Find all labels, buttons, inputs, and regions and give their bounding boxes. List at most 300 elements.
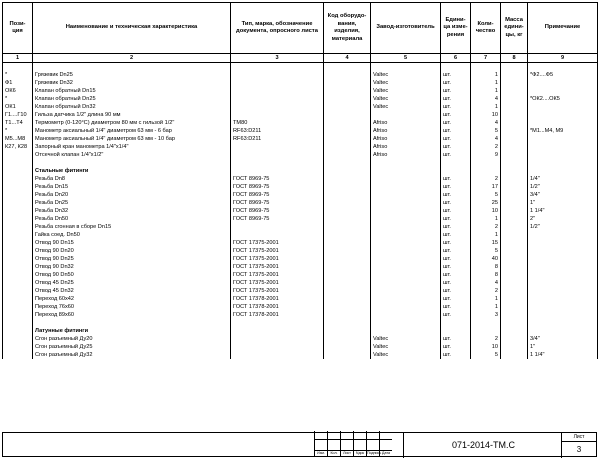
cell-name: Клапан обратный Dn15 <box>33 87 231 95</box>
cell-unit: шт. <box>441 223 471 231</box>
cell-maker: Afriso <box>371 119 441 127</box>
cell-unit: шт. <box>441 127 471 135</box>
cell-code <box>324 263 371 271</box>
cell-note: *Ф2....Ф5 <box>528 71 598 79</box>
cell-note: 1" <box>528 343 598 351</box>
cell-mass <box>501 151 528 159</box>
revision-cell <box>314 431 327 456</box>
cell-unit: шт. <box>441 175 471 183</box>
cell-quantity: 2 <box>471 223 501 231</box>
specification-sheet <box>2 2 597 457</box>
cell-position <box>3 263 33 271</box>
cell-unit: шт. <box>441 303 471 311</box>
cell-mass <box>501 79 528 87</box>
cell-unit: шт. <box>441 199 471 207</box>
cell-maker <box>371 263 441 271</box>
cell-position <box>3 255 33 263</box>
cell-maker <box>371 167 441 175</box>
cell-name: Резьба Dn8 <box>33 175 231 183</box>
cell-quantity: 5 <box>471 191 501 199</box>
cell-unit: шт. <box>441 247 471 255</box>
cell-quantity: 4 <box>471 279 501 287</box>
cell-maker <box>371 255 441 263</box>
cell-name: Переход 89x60 <box>33 311 231 319</box>
cell-note <box>528 271 598 279</box>
revision-label: Лист <box>341 450 353 456</box>
cell-note <box>528 255 598 263</box>
table-row <box>3 239 598 247</box>
cell-position <box>3 231 33 239</box>
cell-unit: шт. <box>441 71 471 79</box>
revision-label: Изм. <box>315 450 327 456</box>
cell-unit <box>441 319 471 327</box>
cell-position <box>3 271 33 279</box>
cell-quantity: 2 <box>471 143 501 151</box>
cell-quantity: 2 <box>471 175 501 183</box>
cell-mass <box>501 327 528 335</box>
cell-code <box>324 167 371 175</box>
cell-position <box>3 159 33 167</box>
cell-position <box>3 295 33 303</box>
cell-unit: шт. <box>441 263 471 271</box>
cell-quantity: 1 <box>471 215 501 223</box>
cell-code <box>324 319 371 327</box>
cell-quantity: 8 <box>471 263 501 271</box>
cell-quantity: 4 <box>471 95 501 103</box>
header-note: Примечание <box>528 3 598 54</box>
cell-name: Сгон разъемный Ду20 <box>33 335 231 343</box>
cell-type: ГОСТ 17375-2001 <box>231 263 324 271</box>
cell-code <box>324 95 371 103</box>
cell-unit: шт. <box>441 183 471 191</box>
cell-note <box>528 79 598 87</box>
cell-note <box>528 63 598 72</box>
header-unit: Едини-ца изме-рения <box>441 3 471 54</box>
cell-quantity <box>471 159 501 167</box>
column-number: 2 <box>33 54 231 63</box>
cell-maker <box>371 191 441 199</box>
cell-name: Клапан обратный Dn25 <box>33 95 231 103</box>
cell-mass <box>501 351 528 359</box>
cell-type <box>231 223 324 231</box>
cell-position <box>3 343 33 351</box>
cell-name: Манометр аксиальный 1/4" диаметром 63 мм - 10 бар <box>33 135 231 143</box>
cell-name: Отвод 45 Dn25 <box>33 279 231 287</box>
cell-type: ГОСТ 8969-75 <box>231 199 324 207</box>
cell-position: ОК1 <box>3 103 33 111</box>
cell-unit: шт. <box>441 135 471 143</box>
cell-type <box>231 87 324 95</box>
table-row <box>3 119 598 127</box>
cell-position <box>3 175 33 183</box>
cell-maker <box>371 183 441 191</box>
cell-name: Отсечной клапан 1/4"x1/2" <box>33 151 231 159</box>
cell-code <box>324 239 371 247</box>
cell-code <box>324 271 371 279</box>
header-maker: Завод-изготовитель <box>371 3 441 54</box>
cell-code <box>324 207 371 215</box>
table-row <box>3 279 598 287</box>
cell-type: ГОСТ 17378-2001 <box>231 295 324 303</box>
cell-note: 1/4" <box>528 175 598 183</box>
cell-position <box>3 311 33 319</box>
table-row <box>3 207 598 215</box>
cell-quantity: 4 <box>471 135 501 143</box>
cell-type <box>231 343 324 351</box>
cell-note: 1/2" <box>528 223 598 231</box>
specification-body <box>3 63 598 360</box>
cell-type <box>231 63 324 72</box>
cell-mass <box>501 311 528 319</box>
cell-quantity: 5 <box>471 127 501 135</box>
table-row <box>3 247 598 255</box>
cell-name <box>33 63 231 72</box>
cell-unit: шт. <box>441 343 471 351</box>
cell-mass <box>501 255 528 263</box>
revision-cells <box>314 431 392 456</box>
cell-unit <box>441 167 471 175</box>
cell-name: Сгон разъемный Ду32 <box>33 351 231 359</box>
cell-code <box>324 343 371 351</box>
cell-name: Манометр аксиальный 1/4" диаметром 63 мм - 6 бар <box>33 127 231 135</box>
cell-code <box>324 335 371 343</box>
cell-note <box>528 239 598 247</box>
cell-name: Латунные фитинги <box>33 327 231 335</box>
table-row <box>3 351 598 359</box>
cell-unit: шт. <box>441 295 471 303</box>
cell-mass <box>501 183 528 191</box>
cell-quantity <box>471 167 501 175</box>
cell-quantity: 5 <box>471 351 501 359</box>
column-number: 6 <box>441 54 471 63</box>
table-row <box>3 159 598 167</box>
cell-name: Грязевик Dn25 <box>33 71 231 79</box>
table-row <box>3 215 598 223</box>
cell-maker <box>371 239 441 247</box>
cell-unit: шт. <box>441 95 471 103</box>
cell-quantity: 17 <box>471 183 501 191</box>
cell-type: ГОСТ 8969-75 <box>231 215 324 223</box>
cell-quantity: 10 <box>471 111 501 119</box>
cell-type: ГОСТ 17375-2001 <box>231 239 324 247</box>
cell-name: Термометр (0-120°С) диаметром 80 мм с гильзой 1/2" <box>33 119 231 127</box>
table-row <box>3 71 598 79</box>
cell-unit: шт. <box>441 143 471 151</box>
cell-unit: шт. <box>441 79 471 87</box>
table-row <box>3 151 598 159</box>
cell-type <box>231 151 324 159</box>
cell-name: Резьба Dn20 <box>33 191 231 199</box>
cell-maker: Valtec <box>371 351 441 359</box>
cell-position: Г1....Г10 <box>3 111 33 119</box>
cell-mass <box>501 87 528 95</box>
cell-type <box>231 143 324 151</box>
cell-maker <box>371 247 441 255</box>
cell-note <box>528 287 598 295</box>
cell-note: 2" <box>528 215 598 223</box>
cell-note <box>528 311 598 319</box>
column-number: 1 <box>3 54 33 63</box>
cell-code <box>324 127 371 135</box>
cell-position <box>3 183 33 191</box>
cell-code <box>324 63 371 72</box>
cell-code <box>324 119 371 127</box>
cell-maker: Valtec <box>371 335 441 343</box>
cell-note: 1 1/4" <box>528 207 598 215</box>
cell-position: М5...М8 <box>3 135 33 143</box>
cell-quantity: 10 <box>471 207 501 215</box>
cell-position: * <box>3 71 33 79</box>
header-quantity: Коли-чество <box>471 3 501 54</box>
column-number: 3 <box>231 54 324 63</box>
cell-quantity: 5 <box>471 247 501 255</box>
table-row <box>3 271 598 279</box>
cell-mass <box>501 167 528 175</box>
header-row <box>3 3 598 54</box>
table-row <box>3 103 598 111</box>
cell-mass <box>501 175 528 183</box>
cell-quantity: 1 <box>471 231 501 239</box>
cell-note <box>528 103 598 111</box>
cell-type <box>231 319 324 327</box>
cell-type: ГОСТ 17378-2001 <box>231 303 324 311</box>
document-code: 071-2014-ТМ.С <box>403 433 563 458</box>
table-row <box>3 95 598 103</box>
cell-mass <box>501 319 528 327</box>
cell-unit: шт. <box>441 215 471 223</box>
cell-note: *ОК2....ОК5 <box>528 95 598 103</box>
cell-code <box>324 191 371 199</box>
cell-type <box>231 95 324 103</box>
table-row <box>3 343 598 351</box>
table-row <box>3 295 598 303</box>
table-row <box>3 287 598 295</box>
cell-unit: шт. <box>441 111 471 119</box>
cell-unit: шт. <box>441 311 471 319</box>
cell-position <box>3 247 33 255</box>
cell-quantity: 1 <box>471 79 501 87</box>
table-row <box>3 303 598 311</box>
cell-type <box>231 79 324 87</box>
cell-note <box>528 87 598 95</box>
cell-code <box>324 311 371 319</box>
table-row <box>3 111 598 119</box>
cell-position <box>3 191 33 199</box>
cell-type: ГОСТ 8969-75 <box>231 207 324 215</box>
cell-mass <box>501 231 528 239</box>
cell-position <box>3 63 33 72</box>
cell-mass <box>501 111 528 119</box>
cell-note <box>528 247 598 255</box>
revision-cell <box>340 431 353 456</box>
cell-maker <box>371 271 441 279</box>
header-mass: Масса едини-цы, кг <box>501 3 528 54</box>
cell-name: Переход 76x60 <box>33 303 231 311</box>
cell-name: Отвод 90 Dn15 <box>33 239 231 247</box>
cell-maker <box>371 111 441 119</box>
cell-note <box>528 263 598 271</box>
cell-mass <box>501 119 528 127</box>
cell-mass <box>501 247 528 255</box>
cell-mass <box>501 127 528 135</box>
cell-quantity <box>471 327 501 335</box>
cell-unit: шт. <box>441 239 471 247</box>
cell-type <box>231 351 324 359</box>
cell-mass <box>501 95 528 103</box>
table-row <box>3 143 598 151</box>
cell-position <box>3 319 33 327</box>
cell-code <box>324 135 371 143</box>
cell-maker <box>371 159 441 167</box>
cell-position <box>3 327 33 335</box>
table-row <box>3 231 598 239</box>
table-row <box>3 127 598 135</box>
cell-unit: шт. <box>441 151 471 159</box>
cell-mass <box>501 199 528 207</box>
cell-code <box>324 199 371 207</box>
cell-note <box>528 151 598 159</box>
revision-label: Дата <box>380 450 392 456</box>
cell-mass <box>501 263 528 271</box>
cell-name <box>33 319 231 327</box>
cell-position <box>3 199 33 207</box>
cell-note <box>528 159 598 167</box>
cell-maker <box>371 175 441 183</box>
cell-mass <box>501 103 528 111</box>
cell-note: 1" <box>528 199 598 207</box>
cell-quantity: 1 <box>471 303 501 311</box>
cell-code <box>324 223 371 231</box>
cell-note <box>528 319 598 327</box>
cell-type: ГОСТ 17375-2001 <box>231 279 324 287</box>
cell-code <box>324 351 371 359</box>
cell-mass <box>501 343 528 351</box>
cell-maker: Valtec <box>371 103 441 111</box>
cell-quantity: 9 <box>471 151 501 159</box>
revision-cell <box>366 431 382 456</box>
table-row <box>3 311 598 319</box>
cell-maker <box>371 319 441 327</box>
cell-mass <box>501 63 528 72</box>
cell-type <box>231 71 324 79</box>
cell-name: Запорный кран манометра 1/4"x1/4" <box>33 143 231 151</box>
cell-code <box>324 279 371 287</box>
cell-mass <box>501 191 528 199</box>
cell-type: RF63:D211 <box>231 135 324 143</box>
header-name: Наименование и техническая характеристика <box>33 3 231 54</box>
cell-mass <box>501 159 528 167</box>
cell-mass <box>501 303 528 311</box>
cell-note <box>528 167 598 175</box>
revision-cell <box>353 431 366 456</box>
cell-name: Резьба сгонная в сборе Dn15 <box>33 223 231 231</box>
column-number: 4 <box>324 54 371 63</box>
cell-mass <box>501 335 528 343</box>
cell-unit: шт. <box>441 351 471 359</box>
cell-mass <box>501 271 528 279</box>
revision-label: Nдок <box>355 451 365 455</box>
cell-position <box>3 151 33 159</box>
revision-cell <box>379 431 392 456</box>
cell-code <box>324 71 371 79</box>
cell-position: Ф1 <box>3 79 33 87</box>
cell-type <box>231 159 324 167</box>
cell-name: Отвод 90 Dn25 <box>33 255 231 263</box>
sheet-number: 3 <box>576 445 582 454</box>
cell-code <box>324 103 371 111</box>
cell-maker <box>371 311 441 319</box>
cell-note <box>528 303 598 311</box>
table-row <box>3 335 598 343</box>
cell-name: Резьба Dn32 <box>33 207 231 215</box>
cell-name: Отвод 90 Dn20 <box>33 247 231 255</box>
cell-code <box>324 295 371 303</box>
cell-maker <box>371 327 441 335</box>
cell-mass <box>501 239 528 247</box>
cell-maker: Afriso <box>371 151 441 159</box>
cell-position: К27, К28 <box>3 143 33 151</box>
cell-position <box>3 351 33 359</box>
cell-type <box>231 111 324 119</box>
cell-quantity: 1 <box>471 71 501 79</box>
table-row <box>3 183 598 191</box>
cell-position <box>3 239 33 247</box>
cell-type <box>231 231 324 239</box>
cell-code <box>324 175 371 183</box>
cell-code <box>324 303 371 311</box>
section-row <box>3 327 598 335</box>
header-type: Тип, марка, обозначение документа, опросного листа <box>231 3 324 54</box>
column-number: 5 <box>371 54 441 63</box>
table-row <box>3 175 598 183</box>
cell-unit: шт. <box>441 271 471 279</box>
cell-position: * <box>3 127 33 135</box>
column-number: 7 <box>471 54 501 63</box>
cell-position <box>3 303 33 311</box>
cell-unit: шт. <box>441 103 471 111</box>
cell-unit: шт. <box>441 255 471 263</box>
cell-type: ГОСТ 17375-2001 <box>231 287 324 295</box>
cell-note: *М1...М4, М9 <box>528 127 598 135</box>
cell-maker <box>371 63 441 72</box>
cell-note <box>528 111 598 119</box>
cell-unit: шт. <box>441 119 471 127</box>
cell-name: Резьба Dn15 <box>33 183 231 191</box>
cell-quantity: 25 <box>471 199 501 207</box>
cell-note <box>528 327 598 335</box>
section-row <box>3 167 598 175</box>
cell-quantity: 1 <box>471 87 501 95</box>
revision-label: Подпись <box>367 451 382 455</box>
cell-mass <box>501 279 528 287</box>
title-block <box>2 432 597 457</box>
cell-maker <box>371 231 441 239</box>
cell-unit <box>441 159 471 167</box>
cell-type <box>231 335 324 343</box>
table-row <box>3 199 598 207</box>
cell-maker <box>371 287 441 295</box>
cell-note: 3/4" <box>528 191 598 199</box>
cell-position <box>3 279 33 287</box>
cell-mass <box>501 135 528 143</box>
cell-name: Клапан обратный Dn32 <box>33 103 231 111</box>
cell-quantity: 40 <box>471 255 501 263</box>
cell-type: RF63:D211 <box>231 127 324 135</box>
table-row <box>3 191 598 199</box>
cell-maker <box>371 199 441 207</box>
cell-maker: Valtec <box>371 87 441 95</box>
cell-position: Т1...Т4 <box>3 119 33 127</box>
